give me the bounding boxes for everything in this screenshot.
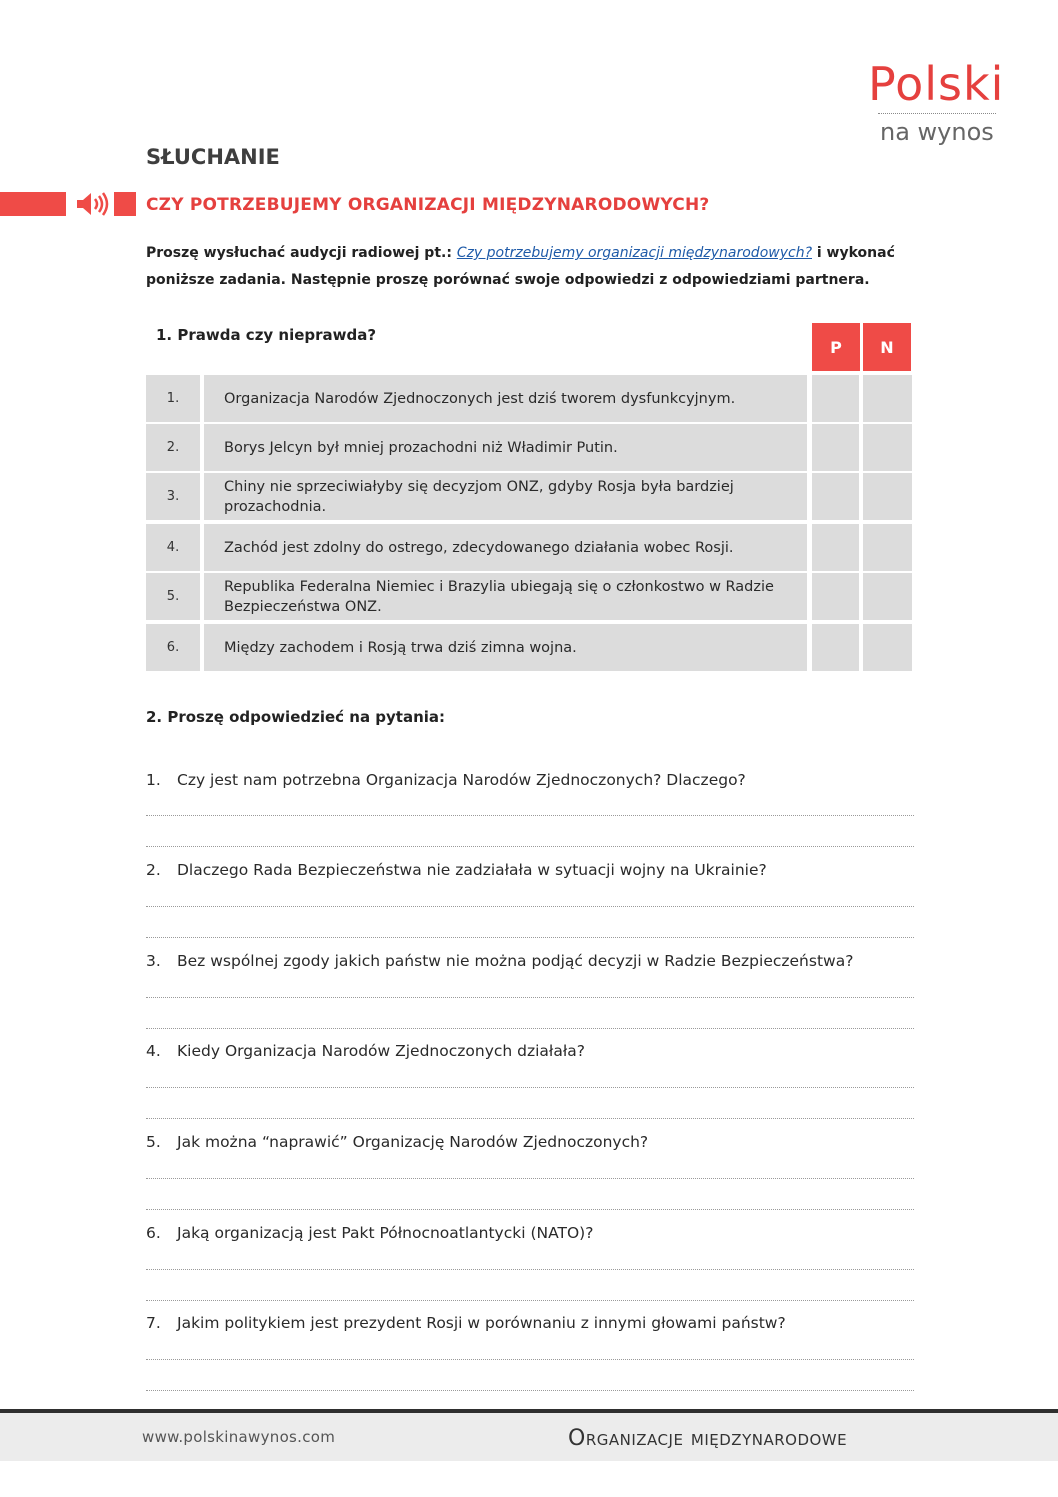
question-text: Jakim politykiem jest prezydent Rosji w porównaniu z innymi głowami państw? (177, 1314, 786, 1332)
answer-line[interactable] (146, 1028, 914, 1029)
question-number: 6. (146, 1224, 161, 1242)
answer-line[interactable] (146, 997, 914, 998)
logo-top-text: Polski (868, 57, 1005, 111)
answer-cell-p[interactable] (812, 524, 859, 571)
row-number: 6. (146, 624, 200, 671)
table-row (146, 524, 912, 571)
exercise-1-title: 1. Prawda czy nieprawda? (156, 326, 377, 344)
section-title: SŁUCHANIE (146, 145, 280, 169)
answer-line[interactable] (146, 1390, 914, 1391)
answer-cell-p[interactable] (812, 424, 859, 471)
answer-cell-n[interactable] (863, 573, 912, 620)
row-number: 1. (146, 375, 200, 422)
instructions (146, 240, 926, 294)
question-text: Dlaczego Rada Bezpieczeństwa nie zadziałała w sytuacji wojny na Ukrainie? (177, 861, 767, 879)
answer-cell-n[interactable] (863, 473, 912, 520)
question-number: 5. (146, 1133, 161, 1151)
subtitle: CZY POTRZEBUJEMY ORGANIZACJI MIĘDZYNARODOWYCH? (146, 195, 710, 215)
answer-line[interactable] (146, 1359, 914, 1360)
accent-bar-left (0, 192, 66, 216)
table-row (146, 375, 912, 422)
table-row (146, 624, 912, 671)
answer-line[interactable] (146, 1118, 914, 1119)
footer-url: www.polskinawynos.com (142, 1428, 336, 1446)
row-number: 5. (146, 573, 200, 620)
answer-line[interactable] (146, 1087, 914, 1088)
question-text: Jak można “naprawić” Organizację Narodów Zjednoczonych? (177, 1133, 649, 1151)
answer-cell-p[interactable] (812, 473, 859, 520)
row-statement: Organizacja Narodów Zjednoczonych jest dziś tworem dysfunkcyjnym. (204, 375, 807, 422)
answer-line[interactable] (146, 1300, 914, 1301)
logo (868, 58, 1008, 148)
answer-line[interactable] (146, 1209, 914, 1210)
column-header-n: N (863, 323, 911, 371)
answer-cell-n[interactable] (863, 624, 912, 671)
answer-cell-p[interactable] (812, 375, 859, 422)
answer-cell-p[interactable] (812, 573, 859, 620)
column-header-p: P (812, 323, 860, 371)
exercise-2-title: 2. Proszę odpowiedzieć na pytania: (146, 708, 446, 726)
speaker-icon (75, 191, 109, 217)
row-statement: Chiny nie sprzeciwiałyby się decyzjom ONZ, gdyby Rosja była bardziej prozachodnia. (204, 473, 807, 520)
answer-line[interactable] (146, 815, 914, 816)
accent-bar-right (114, 192, 136, 216)
answer-cell-n[interactable] (863, 524, 912, 571)
footer-title: Organizacje międzynarodowe (568, 1426, 848, 1451)
logo-title (868, 58, 1004, 110)
question-text: Czy jest nam potrzebna Organizacja Narodów Zjednoczonych? Dlaczego? (177, 771, 746, 789)
instructions-text-start: Proszę wysłuchać audycji radiowej pt.: (146, 245, 457, 261)
row-number: 2. (146, 424, 200, 471)
row-statement: Zachód jest zdolny do ostrego, zdecydowanego działania wobec Rosji. (204, 524, 807, 571)
answer-line[interactable] (146, 906, 914, 907)
answer-cell-p[interactable] (812, 624, 859, 671)
question-number: 2. (146, 861, 161, 879)
row-statement: Między zachodem i Rosją trwa dziś zimna wojna. (204, 624, 807, 671)
question-number: 4. (146, 1042, 161, 1060)
answer-line[interactable] (146, 937, 914, 938)
row-statement: Republika Federalna Niemiec i Brazylia ubiegają się o członkostwo w Radzie Bezpieczeństwa ONZ. (204, 573, 807, 620)
question-number: 3. (146, 952, 161, 970)
answer-line[interactable] (146, 1269, 914, 1270)
table-row (146, 424, 912, 471)
table-row (146, 473, 912, 520)
answer-cell-n[interactable] (863, 424, 912, 471)
question-text: Bez wspólnej zgody jakich państw nie można podjąć decyzji w Radzie Bezpieczeństwa? (177, 952, 854, 970)
answer-cell-n[interactable] (863, 375, 912, 422)
answer-line[interactable] (146, 846, 914, 847)
question-text: Kiedy Organizacja Narodów Zjednoczonych działała? (177, 1042, 585, 1060)
row-number: 4. (146, 524, 200, 571)
question-number: 1. (146, 771, 161, 789)
question-text: Jaką organizacją jest Pakt Północnoatlantycki (NATO)? (177, 1224, 594, 1242)
row-number: 3. (146, 473, 200, 520)
logo-divider (878, 113, 996, 114)
answer-line[interactable] (146, 1178, 914, 1179)
row-statement: Borys Jelcyn był mniej prozachodni niż Władimir Putin. (204, 424, 807, 471)
question-number: 7. (146, 1314, 161, 1332)
logo-subtitle: na wynos (880, 118, 994, 146)
instructions-text-end: i wykonać poniższe zadania. Następnie proszę porównać swoje odpowiedzi z odpowiedziami partnera. (146, 245, 895, 288)
table-row (146, 573, 912, 620)
audio-link[interactable]: Czy potrzebujemy organizacji międzynarodowych? (456, 245, 812, 261)
